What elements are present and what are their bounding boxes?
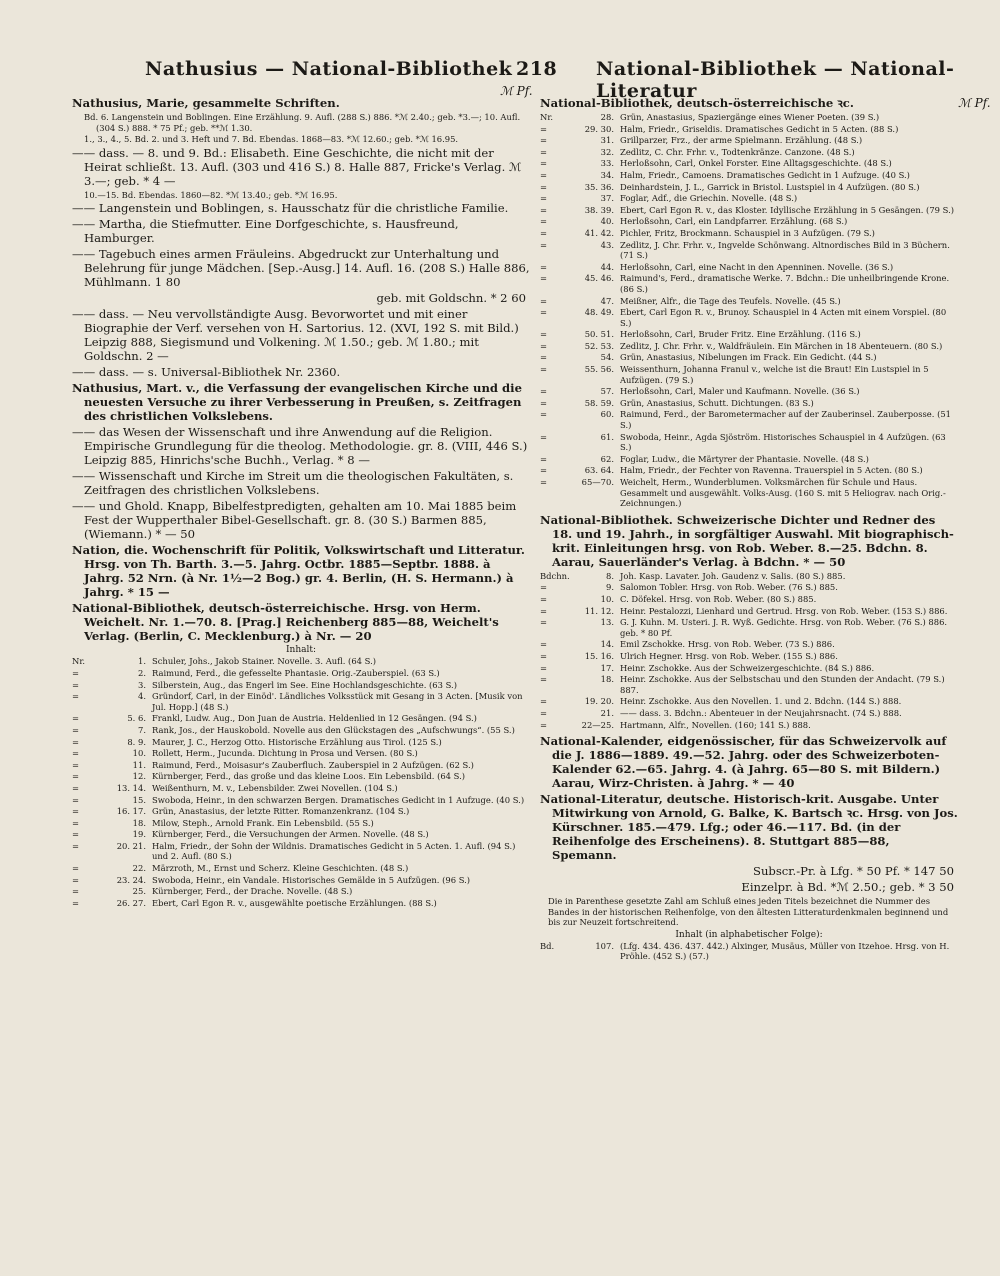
item-text: Herloßsohn, Carl, Maler und Kaufmann. Novelle. (36 S.) <box>620 386 860 397</box>
item-row <box>540 273 958 294</box>
item-row: = 20. 21. Halm, Friedr., der Sohn der Wildnis. Dramatisches Gedicht in 5 Acten. 1. Aufl. (94 S.) und 2. Aufl. (80 S.) <box>72 841 530 862</box>
item-number: 26. 27. <box>116 897 146 908</box>
item-prefix: = <box>540 674 548 685</box>
entry-price-line: geb. mit Goldschn. * 2 60 <box>376 291 526 306</box>
item-text: Deinhardstein, J. L., Garrick in Bristol. Lustspiel in 4 Aufzügen. (80 S.) <box>620 181 920 192</box>
item-number: 10. <box>132 748 146 759</box>
item-text: Kürnberger, Ferd., die Versuchungen der Armen. Novelle. (48 S.) <box>152 829 429 840</box>
entry: —— dass. — s. Universal-Bibliothek Nr. 2360. <box>72 365 341 380</box>
running-header-left: Nathusius — National-Bibliothek <box>145 58 513 80</box>
item-prefix: Bdchn. <box>540 570 570 581</box>
item-prefix: = <box>540 135 548 146</box>
item-row <box>540 409 958 430</box>
item-prefix: = <box>540 216 548 227</box>
entry: National-Kalender, eidgenössischer, für das Schweizervolk auf die J. 1886—1889. 49.—52. Jahrg. oder des Schweizerboten-Kalender 62.—65. Jahrg. 4. (à Jahrg. 65—80 S. mit Bildern.) Aarau, Wirz-Christen. à Jahrg. * — 40 <box>540 734 947 791</box>
item-text: Salomon Tobler. Hrsg. von Rob. Weber. (76 S.) 885. <box>620 582 838 593</box>
item-row <box>540 720 958 731</box>
item-text: Ulrich Hegner. Hrsg. von Rob. Weber. (155 S.) 886. <box>620 650 838 661</box>
entry: —— Langenstein und Boblingen, s. Hausschatz für die christliche Familie. <box>72 201 509 216</box>
item-number: 8. <box>606 570 614 581</box>
item-number: 60. <box>600 409 614 420</box>
entry: National-Bibliothek, deutsch-österreichische. Hrsg. von Herm. Weichelt. Nr. 1.—70. 8. [Prag.] Reichenberg 885—88, Weichelt's Verlag. (Berlin, C. Mecklenburg.) à Nr. — 20 <box>72 601 499 644</box>
item-prefix: = <box>540 465 548 476</box>
item-prefix: = <box>540 617 548 628</box>
item-number: 2. <box>138 667 146 678</box>
item-number: 33. <box>600 158 614 169</box>
item-row <box>540 296 958 307</box>
contents-label: Inhalt (in alphabetischer Folge): <box>675 929 823 940</box>
item-row <box>540 454 958 465</box>
entry: Nation, die. Wochenschrift für Politik, Volkswirtschaft und Litteratur. Hrsg. von Th. Barth. 3.—5. Jahrg. Octbr. 1885—Septbr. 1888. à Jahrg. 52 Nrn. (à Nr. 1½—2 Bog.) gr. 4. Berlin, (H. S. Hermann.) à Jahrg. * 15 — <box>72 543 525 600</box>
item-row: = 25. Kürnberger, Ferd., der Drache. Novelle. (48 S.) <box>72 886 530 897</box>
item-row: = 16. 17. Grün, Anastasius, der letzte Ritter. Romanzenkranz. (104 S.) <box>72 806 530 817</box>
item-text: Emil Zschokke. Hrsg. von Rob. Weber. (73 S.) 886. <box>620 639 835 650</box>
item-prefix: = <box>540 650 548 661</box>
item-number: 22. <box>132 863 146 874</box>
item-row <box>540 386 958 397</box>
item-text: Ebert, Carl Egon R. v., Brunoy. Schauspiel in 4 Acten mit einem Vorspiel. (80 S.) <box>620 307 947 328</box>
item-row <box>540 571 958 582</box>
item-row <box>540 651 958 662</box>
entry: —— Tagebuch eines armen Fräuleins. Abgedruckt zur Unterhaltung und Belehrung für junge Mädchen. [Sep.-Ausg.] 14. Aufl. 16. (208 S.) Halle 886, Mühlmann. 1 80 <box>72 247 530 290</box>
item-number: 34. <box>600 169 614 180</box>
item-prefix: = <box>540 146 548 157</box>
item-row: = 19. Kürnberger, Ferd., die Versuchungen der Armen. Novelle. (48 S.) <box>72 829 530 840</box>
item-row: = 8. 9. Maurer, J. C., Herzog Otto. Historische Erzählung aus Tirol. (125 S.) <box>72 737 530 748</box>
item-prefix: = <box>540 307 548 318</box>
item-row <box>72 656 530 667</box>
item-number: 18. <box>132 817 146 828</box>
entry: Nathusius, Mart. v., die Verfassung der evangelischen Kirche und die neuesten Versuche zu ihrer Verbesserung in Preußen, s. Zeitfragen des christlichen Volkslebens. <box>72 381 522 424</box>
item-number: 32. <box>600 146 614 157</box>
item-number: 35. 36. <box>584 181 614 192</box>
item-text: Heinr. Zschokke. Aus der Selbstschau und den Stunden der Andacht. (79 S.) 887. <box>620 674 945 695</box>
entry: —— und Ghold. Knapp, Bibelfestpredigten, gehalten am 10. Mai 1885 beim Fest der Wupperthaler Bibel-Gesellschaft. gr. 8. (30 S.) Barmen 885, (Wiemann.) * — 50 <box>72 499 517 542</box>
entry-price-line: Subscr.-Pr. à Lfg. * 50 Pf. * 147 50 <box>753 864 954 879</box>
item-text: Hartmann, Alfr., Novellen. (160; 141 S.) 888. <box>620 719 811 730</box>
item-text: Swoboda, Heinr., in den schwarzen Bergen. Dramatisches Gedicht in 1 Aufzuge. (40 S.) <box>152 794 525 805</box>
item-number: 7. <box>138 724 146 735</box>
item-number: 10. <box>600 593 614 604</box>
item-row: = 3. Silberstein, Aug., das Engerl im See. Eine Hochlandsgeschichte. (63 S.) <box>72 680 530 691</box>
item-number: 38. 39. <box>584 204 614 215</box>
item-number: 11. <box>132 759 146 770</box>
price-column-mark-left: ℳ Pf. <box>500 84 533 98</box>
item-prefix: = <box>540 662 548 673</box>
item-text: Rank, Jos., der Hauskobold. Novelle aus den Glückstagen des „Aufschwungs“. (55 S.) <box>152 724 515 735</box>
entry: National-Bibliothek. Schweizerische Dichter und Redner des 18. und 19. Jahrh., in sorgfältiger Auswahl. Mit biographisch-krit. Einleitungen hrsg. von Rob. Weber. 8.—25. Bdchn. 8. Aarau, Sauerländer's Verlag. à Bdchn. * — 50 <box>540 512 954 569</box>
running-header-right: National-Bibliothek — National-Literatur <box>596 58 955 102</box>
right-column <box>540 96 958 963</box>
item-text: Raimund, Ferd., die gefesselte Phantasie. Orig.-Zauberspiel. (63 S.) <box>152 667 440 678</box>
item-prefix: = <box>540 605 548 616</box>
item-prefix: = <box>540 639 548 650</box>
item-prefix: = <box>540 707 548 718</box>
item-number: 43. <box>600 239 614 250</box>
item-row: = 10. Rollett, Herm., Jucunda. Dichtung in Prosa und Versen. (80 S.) <box>72 748 530 759</box>
item-text: Grillparzer, Frz., der arme Spielmann. Erzählung. (48 S.) <box>620 135 863 146</box>
item-row <box>540 663 958 674</box>
item-row: = 15. Swoboda, Heinr., in den schwarzen Bergen. Dramatisches Gedicht in 1 Aufzuge. (40 S.) <box>72 795 530 806</box>
item-text: Weichelt, Herm., Wunderblumen. Volksmärchen für Schule und Haus. Gesammelt und ausgewählt. Volks-Ausg. (160 S. mit 5 Heliograv. nach Orig.-Zeichnungen.) <box>620 477 946 509</box>
item-number: 62. <box>600 453 614 464</box>
item-row <box>540 696 958 707</box>
item-text: Swoboda, Heinr., ein Vandale. Historisches Gemälde in 5 Aufzügen. (96 S.) <box>152 874 471 885</box>
item-text: Weissenthurn, Johanna Franul v., welche ist die Braut! Ein Lustspiel in 5 Aufzügen. (79 S.) <box>620 364 929 385</box>
item-row <box>540 341 958 352</box>
item-number: 55. 56. <box>584 364 614 375</box>
page-number: 218 <box>516 58 558 80</box>
item-row: = 2. Raimund, Ferd., die gefesselte Phantasie. Orig.-Zauberspiel. (63 S.) <box>72 668 530 679</box>
item-number: 19. <box>132 829 146 840</box>
item-text: Weißenthurn, M. v., Lebensbilder. Zwei Novellen. (104 S.) <box>152 782 398 793</box>
entry-price-line: Einzelpr. à Bd. *ℳ 2.50.; geb. * 3 50 <box>741 880 954 895</box>
item-number: 52. 53. <box>584 340 614 351</box>
price-column-mark-right: ℳ Pf. <box>958 96 991 110</box>
item-text: Herloßsohn, Carl, ein Landpfarrer. Erzählung. (68 S.) <box>620 216 848 227</box>
item-number: 25. <box>132 886 146 897</box>
item-text: Zedlitz, J. Chr. Frhr. v., Waldfräulein. Ein Märchen in 18 Abenteuern. (80 S.) <box>620 340 943 351</box>
item-prefix: = <box>540 123 548 134</box>
item-row <box>540 477 958 509</box>
item-row: = 4. Gründorf, Carl, in der Einöd'. Ländliches Volksstück mit Gesang in 3 Acten. [Musik von Jul. Hopp.] (48 S.) <box>72 691 530 712</box>
item-prefix: Bd. <box>540 940 555 951</box>
item-row: = 13. 14. Weißenthurn, M. v., Lebensbilder. Zwei Novellen. (104 S.) <box>72 783 530 794</box>
item-row <box>540 147 958 158</box>
item-text: Raimund, Ferd., der Barometermacher auf der Zauberinsel. Zauberposse. (51 S.) <box>620 409 952 431</box>
item-text: C. Döfekel. Hrsg. von Rob. Weber. (80 S.) 885. <box>620 593 817 604</box>
item-row <box>540 398 958 409</box>
item-row: = 18. Milow, Steph., Arnold Frank. Ein Lebensbild. (55 S.) <box>72 818 530 829</box>
item-number: 47. <box>600 295 614 306</box>
item-prefix: = <box>540 696 548 707</box>
item-row <box>540 432 958 453</box>
item-prefix: = <box>540 158 548 169</box>
item-text: Heinr. Pestalozzi, Lienhard und Gertrud. Hrsg. von Rob. Weber. (153 S.) 886. <box>620 605 948 616</box>
item-text: —— dass. 3. Bdchn.: Abenteuer in der Neujahrsnacht. (74 S.) 888. <box>620 707 902 718</box>
item-number: 15. 16. <box>584 650 614 661</box>
item-row <box>540 941 958 962</box>
item-text: Grün, Anastasius, Nibelungen im Frack. Ein Gedicht. (44 S.) <box>620 352 877 363</box>
item-number: 40. <box>600 216 614 227</box>
item-text: Halm, Friedr., der Fechter von Ravenna. Trauerspiel in 5 Acten. (80 S.) <box>620 465 923 476</box>
item-number: 5. 6. <box>127 713 146 724</box>
item-row: = 12. Kürnberger, Ferd., das große und das kleine Loos. Ein Lebensbild. (64 S.) <box>72 771 530 782</box>
item-prefix: = <box>540 582 548 593</box>
item-text: Pichler, Fritz, Brockmann. Schauspiel in 3 Aufzügen. (79 S.) <box>620 227 875 238</box>
item-row <box>540 262 958 273</box>
item-row <box>540 193 958 204</box>
item-text: Frankl, Ludw. Aug., Don Juan de Austria. Heldenlied in 12 Gesängen. (94 S.) <box>152 713 477 724</box>
item-number: 57. <box>600 386 614 397</box>
item-number: 13. 14. <box>116 782 146 793</box>
entry: —— das Wesen der Wissenschaft und ihre Anwendung auf die Religion. Empirische Grundlegung für die theolog. Methodologie. gr. 8. (VIII, 446 S.) Leipzig 885, Hinrichs'sche Buchh., Verlag. * 8 — <box>72 425 528 468</box>
item-text: Heinr. Zschokke. Aus den Novellen. 1. und 2. Bdchn. (144 S.) 888. <box>620 696 902 707</box>
item-prefix: = <box>540 453 548 464</box>
item-text: Meißner, Alfr., die Tage des Teufels. Novelle. (45 S.) <box>620 295 841 306</box>
item-number: 4. <box>138 691 146 702</box>
item-text: Silberstein, Aug., das Engerl im See. Eine Hochlandsgeschichte. (63 S.) <box>152 679 457 690</box>
item-number: 11. 12. <box>584 605 614 616</box>
item-text: Raimund, Ferd., Moisasur's Zauberfluch. Zauberspiel in 2 Aufzügen. (62 S.) <box>152 759 474 770</box>
item-prefix: = <box>540 193 548 204</box>
item-prefix: = <box>540 409 548 420</box>
item-row <box>540 135 958 146</box>
left-column <box>72 96 530 909</box>
item-row <box>540 708 958 719</box>
item-text: Schuler, Johs., Jakob Stainer. Novelle. 3. Aufl. (64 S.) <box>152 656 377 667</box>
item-text: Halm, Friedr., Griseldis. Dramatisches Gedicht in 5 Acten. (88 S.) <box>620 123 899 134</box>
item-number: 1. <box>138 656 146 667</box>
item-prefix: = <box>540 340 548 351</box>
item-row: = 26. 27. Ebert, Carl Egon R. v., ausgewählte poetische Erzählungen. (88 S.) <box>72 898 530 909</box>
item-number: 18. <box>600 674 614 685</box>
entry: Nathusius, Marie, gesammelte Schriften. <box>72 96 340 110</box>
item-row <box>540 240 958 261</box>
item-prefix: Nr. <box>540 112 554 122</box>
item-text: Swoboda, Heinr., Agda Sjöström. Historisches Schauspiel in 4 Aufzügen. (63 S.) <box>620 431 946 453</box>
item-text: Zedlitz, J. Chr. Frhr. v., Ingvelde Schönwang. Altnordisches Bild in 3 Büchern. (71 S.) <box>620 239 950 261</box>
item-text: Ebert, Carl Egon R. v., ausgewählte poetische Erzählungen. (88 S.) <box>152 897 437 908</box>
entry-detail: Bd. 6. Langenstein und Boblingen. Eine Erzählung. 9. Aufl. (288 S.) 886. *ℳ 2.40.; geb. *3.—; 10. Aufl. (304 S.) 888. * 75 Pf.; geb. **ℳ 1.30. <box>84 112 521 133</box>
item-text: G. J. Kuhn. M. Usteri. J. R. Wyß. Gedichte. Hrsg. von Rob. Weber. (76 S.) 886. geb. * 80 Pf. <box>620 617 948 638</box>
item-number: 8. 9. <box>127 736 146 747</box>
item-prefix: = <box>540 719 548 730</box>
item-prefix: = <box>540 295 548 306</box>
item-row: = 7. Rank, Jos., der Hauskobold. Novelle aus den Glückstagen des „Aufschwungs“. (55 S.) <box>72 725 530 736</box>
item-prefix: Nr. <box>72 656 86 667</box>
entry-detail: 1., 3., 4., 5. Bd. 2. und 3. Heft und 7. Bd. Ebendas. 1868—83. *ℳ 12.60.; geb. *ℳ 16.95. <box>84 134 459 145</box>
entry: —— dass. — Neu vervollständigte Ausg. Bevorwortet und mit einer Biographie der Verf. versehen von H. Sartorius. 12. (XVI, 192 S. mit Bild.) Leipzig 888, Siegismund und Volkening. ℳ 1.50.; geb. ℳ 1.80.; mit Goldschn. 2 — <box>72 307 519 364</box>
item-text: Märzroth, M., Ernst und Scherz. Kleine Geschichten. (48 S.) <box>152 863 409 874</box>
item-row: = 22. Märzroth, M., Ernst und Scherz. Kleine Geschichten. (48 S.) <box>72 863 530 874</box>
item-number: 13. <box>600 617 614 628</box>
item-text: Gründorf, Carl, in der Einöd'. Ländliches Volksstück mit Gesang in 3 Acten. [Musik von Jul. Hopp.] (48 S.) <box>152 691 523 712</box>
item-prefix: = <box>540 239 548 250</box>
item-number: 65—70. <box>581 477 614 487</box>
item-number: 14. <box>600 639 614 650</box>
item-number: 16. 17. <box>116 806 146 817</box>
item-number: 54. <box>600 352 614 363</box>
item-text: Raimund's, Ferd., dramatische Werke. 7. Bdchn.: Die unheilbringende Krone. (86 S.) <box>620 273 950 294</box>
item-prefix: = <box>540 431 548 442</box>
item-row <box>540 170 958 181</box>
item-number: 15. <box>132 794 146 805</box>
editorial-note: Die in Parenthese gesetzte Zahl am Schluß eines jeden Titels bezeichnet die Nummer des Bandes in der historischen Reihenfolge, von den ältesten Litteraturdenkmalen beginnend und bis zur Neuzeit fortschreitend. <box>548 896 949 928</box>
item-prefix: = <box>540 593 548 604</box>
contents-label: Inhalt: <box>285 645 317 656</box>
item-number: 48. 49. <box>584 307 614 318</box>
item-text: Zedlitz, C. Chr. Frhr. v., Todtenkränze. Canzone. (48 S.) <box>620 146 855 157</box>
item-number: 61. <box>600 431 614 442</box>
item-prefix: = <box>540 352 548 363</box>
item-prefix: = <box>540 397 548 408</box>
item-number: 9. <box>606 582 614 593</box>
item-prefix: = <box>540 329 548 340</box>
entry: National-Literatur, deutsche. Historisch-krit. Ausgabe. Unter Mitwirkung von Arnold, G. Balke, K. Bartsch ꝛc. Hrsg. von Jos. Kürschner. 185.—479. Lfg.; oder 46.—117. Bd. (in der Reihenfolge des Erscheinens). 8. Stuttgart 885—88, Spemann. <box>540 792 958 863</box>
item-row: = 23. 24. Swoboda, Heinr., ein Vandale. Historisches Gemälde in 5 Aufzügen. (96 S.) <box>72 875 530 886</box>
item-row <box>540 606 958 617</box>
item-number: 44. <box>600 261 614 272</box>
item-number: 12. <box>132 771 146 782</box>
item-text: Kürnberger, Ferd., der Drache. Novelle. (48 S.) <box>152 886 353 897</box>
item-number: 19. 20. <box>584 696 614 707</box>
section-heading: National-Bibliothek, deutsch-österreichische ꝛc. <box>540 96 854 110</box>
item-number: 58. 59. <box>584 397 614 408</box>
item-text: Herloßsohn, Carl, Onkel Forster. Eine Alltagsgeschichte. (48 S.) <box>620 158 892 169</box>
item-number: 21. <box>600 707 614 718</box>
item-row <box>540 182 958 193</box>
item-row <box>540 228 958 239</box>
item-text: Milow, Steph., Arnold Frank. Ein Lebensbild. (55 S.) <box>152 817 374 828</box>
item-prefix: = <box>540 364 548 375</box>
item-number: 28. <box>600 112 614 122</box>
item-row <box>540 158 958 169</box>
item-row <box>540 364 958 385</box>
item-prefix: = <box>540 477 548 487</box>
item-number: 29. 30. <box>584 123 614 134</box>
item-prefix: = <box>540 227 548 238</box>
item-prefix: = <box>540 273 548 284</box>
item-text: Grün, Anastasius, Spaziergänge eines Wiener Poeten. (39 S.) <box>620 112 880 122</box>
item-row <box>540 582 958 593</box>
item-number: 22—25. <box>581 719 614 730</box>
item-text: Herloßsohn, Carl, Bruder Fritz. Eine Erzählung. (116 S.) <box>620 329 861 340</box>
item-number: 23. 24. <box>116 874 146 885</box>
item-number: 3. <box>138 679 146 690</box>
item-text: Maurer, J. C., Herzog Otto. Historische Erzählung aus Tirol. (125 S.) <box>152 736 442 747</box>
item-prefix: = <box>540 181 548 192</box>
item-number: 107. <box>595 940 614 951</box>
item-text: Foglar, Ludw., die Märtyrer der Phantasie. Novelle. (48 S.) <box>620 453 869 464</box>
item-row <box>540 205 958 216</box>
item-text: Rollett, Herm., Jucunda. Dichtung in Prosa und Versen. (80 S.) <box>152 748 418 759</box>
item-number: 41. 42. <box>584 227 614 238</box>
entry: —— Wissenschaft und Kirche im Streit um die theologischen Fakultäten, s. Zeitfragen des christlichen Volkslebens. <box>72 469 514 498</box>
item-number: 45. 46. <box>584 273 614 284</box>
item-row: = 11. Raimund, Ferd., Moisasur's Zauberfluch. Zauberspiel in 2 Aufzügen. (62 S.) <box>72 760 530 771</box>
item-row <box>540 216 958 227</box>
item-row <box>540 617 958 638</box>
item-prefix: = <box>540 204 548 215</box>
item-text: Halm, Friedr., der Sohn der Wildnis. Dramatisches Gedicht in 5 Acten. 1. Aufl. (94 S.) und 2. Aufl. (80 S.) <box>152 840 516 862</box>
item-row: = 5. 6. Frankl, Ludw. Aug., Don Juan de Austria. Heldenlied in 12 Gesängen. (94 S.) <box>72 713 530 724</box>
item-row <box>540 112 958 123</box>
item-number: 17. <box>600 662 614 673</box>
entry: —— Martha, die Stiefmutter. Eine Dorfgeschichte, s. Hausfreund, Hamburger. <box>72 217 459 246</box>
item-number: 37. <box>600 193 614 204</box>
item-prefix: = <box>540 169 548 180</box>
item-row <box>540 674 958 695</box>
item-text: Joh. Kasp. Lavater. Joh. Gaudenz v. Salis. (80 S.) 885. <box>620 570 846 581</box>
item-text: Foglar, Adf., die Griechin. Novelle. (48 S.) <box>620 193 798 204</box>
item-text: Halm, Friedr., Camoens. Dramatisches Gedicht in 1 Aufzuge. (40 S.) <box>620 169 910 180</box>
item-text: Ebert, Carl Egon R. v., das Kloster. Idyllische Erzählung in 5 Gesängen. (79 S.) <box>620 204 955 215</box>
item-number: 31. <box>600 135 614 146</box>
item-number: 20. 21. <box>116 840 146 851</box>
item-text: Heinr. Zschokke. Aus der Schweizergeschichte. (84 S.) 886. <box>620 662 875 673</box>
item-text: Grün, Anastasius, der letzte Ritter. Romanzenkranz. (104 S.) <box>152 806 410 817</box>
entry: —— dass. — 8. und 9. Bd.: Elisabeth. Eine Geschichte, die nicht mit der Heirat schließt. 13. Aufl. (303 und 416 S.) 8. Halle 887, Fricke's Verlag. ℳ 3.—; geb. * 4 — <box>72 145 522 188</box>
item-row <box>540 124 958 135</box>
item-prefix: = <box>540 386 548 397</box>
item-row <box>540 329 958 340</box>
item-row <box>540 352 958 363</box>
item-row <box>540 594 958 605</box>
item-row <box>540 465 958 476</box>
entry-detail: 10.—15. Bd. Ebendas. 1860—82. *ℳ 13.40.; geb. *ℳ 16.95. <box>84 189 338 200</box>
item-row <box>540 639 958 650</box>
item-prefix: = <box>540 261 548 272</box>
item-text: Herloßsohn, Carl, eine Nacht in den Apenninen. Novelle. (36 S.) <box>620 261 894 272</box>
item-number: 50. 51. <box>584 329 614 340</box>
item-text: Grün, Anastasius, Schutt. Dichtungen. (83 S.) <box>620 397 814 408</box>
item-row <box>540 307 958 328</box>
item-text: Kürnberger, Ferd., das große und das kleine Loos. Ein Lebensbild. (64 S.) <box>152 771 466 782</box>
item-number: 63. 64. <box>584 465 614 476</box>
item-text: (Lfg. 434. 436. 437. 442.) Alxinger, Musäus, Müller von Itzehoe. Hrsg. von H. Pröhle. (452 S.) (57.) <box>620 940 950 962</box>
